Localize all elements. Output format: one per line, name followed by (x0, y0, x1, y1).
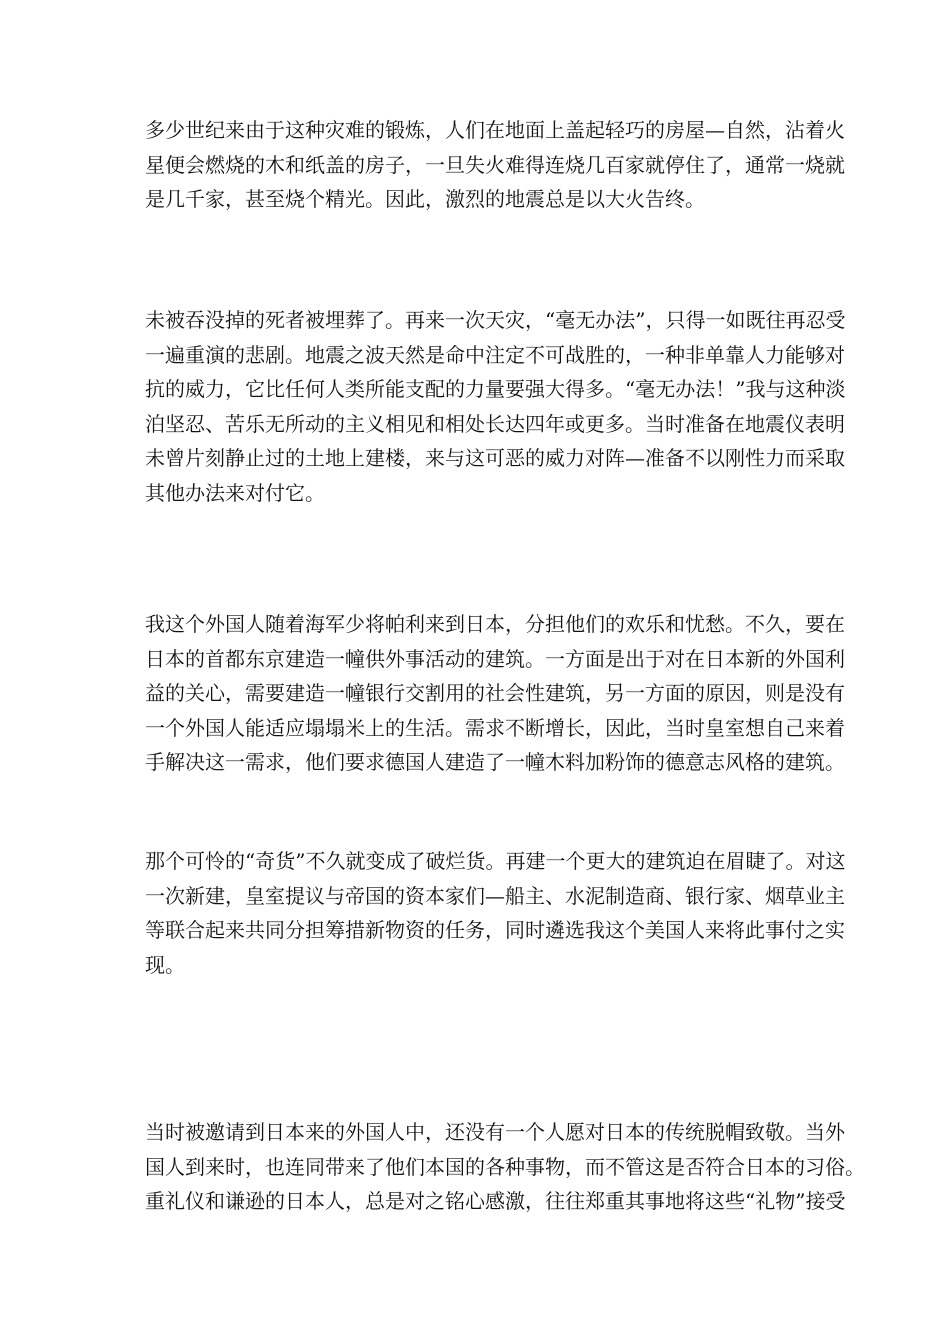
paragraph-line: 现。 (145, 952, 185, 977)
paragraph-3 (145, 607, 845, 780)
paragraph-line: 未曾片刻静止过的土地上建楼，来与这可恶的威力对阵—准备不以刚性力而采取 (145, 446, 845, 471)
paragraph-line: 一次新建，皇室提议与帝国的资本家们—船主、水泥制造商、银行家、烟草业主 (145, 883, 845, 908)
paragraph-4 (145, 844, 846, 982)
paragraph-5 (145, 1115, 865, 1219)
paragraph-line: 抗的威力，它比任何人类所能支配的力量要强大得多。“毫无办法！”我与这种淡 (145, 377, 846, 402)
paragraph-line: 一个外国人能适应塌塌米上的生活。需求不断增长，因此，当时皇室想自己来着 (145, 715, 845, 740)
paragraph-line: 多少世纪来由于这种灾难的锻炼，人们在地面上盖起轻巧的房屋—自然，沾着火 (145, 118, 845, 142)
paragraph-2 (145, 303, 846, 511)
paragraph-line: 未被吞没掉的死者被埋葬了。再来一次天灾，“毫无办法”，只得一如既往再忍受 (145, 308, 846, 332)
paragraph-line: 日本的首都东京建造一幢供外事活动的建筑。一方面是出于对在日本新的外国利 (145, 646, 845, 671)
paragraph-line: 手解决这一需求，他们要求德国人建造了一幢木料加粉饰的德意志风格的建筑。 (145, 750, 845, 775)
paragraph-line: 其他办法来对付它。 (145, 480, 325, 505)
paragraph-line: 国人到来时，也连同带来了他们本国的各种事物，而不管这是否符合日本的习俗。 (145, 1154, 865, 1179)
paragraph-line: 我这个外国人随着海军少将帕利来到日本，分担他们的欢乐和忧愁。不久，要在 (145, 612, 845, 636)
paragraph-line: 等联合起来共同分担筹措新物资的任务，同时遴选我这个美国人来将此事付之实 (145, 918, 845, 943)
paragraph-line: 重礼仪和谦逊的日本人，总是对之铭心感激，往往郑重其事地将这些“礼物”接受 (145, 1189, 846, 1214)
paragraph-line: 星便会燃烧的木和纸盖的房子，一旦失火难得连烧几百家就停住了，通常一烧就 (145, 152, 845, 177)
paragraph-line: 那个可怜的“奇货”不久就变成了破烂货。再建一个更大的建筑迫在眉睫了。对这 (145, 849, 846, 873)
paragraph-line: 一遍重演的悲剧。地震之波天然是命中注定不可战胜的，一种非单靠人力能够对 (145, 342, 845, 367)
paragraph-line: 益的关心，需要建造一幢银行交割用的社会性建筑，另一方面的原因，则是没有 (145, 681, 845, 706)
paragraph-line: 泊坚忍、苦乐无所动的主义相见和相处长达四年或更多。当时准备在地震仪表明 (145, 411, 845, 436)
paragraph-line: 当时被邀请到日本来的外国人中，还没有一个人愿对日本的传统脱帽致敬。当外 (145, 1120, 845, 1144)
paragraph-line: 是几千家，甚至烧个精光。因此，激烈的地震总是以大火告终。 (145, 187, 705, 212)
paragraph-1 (145, 113, 845, 217)
